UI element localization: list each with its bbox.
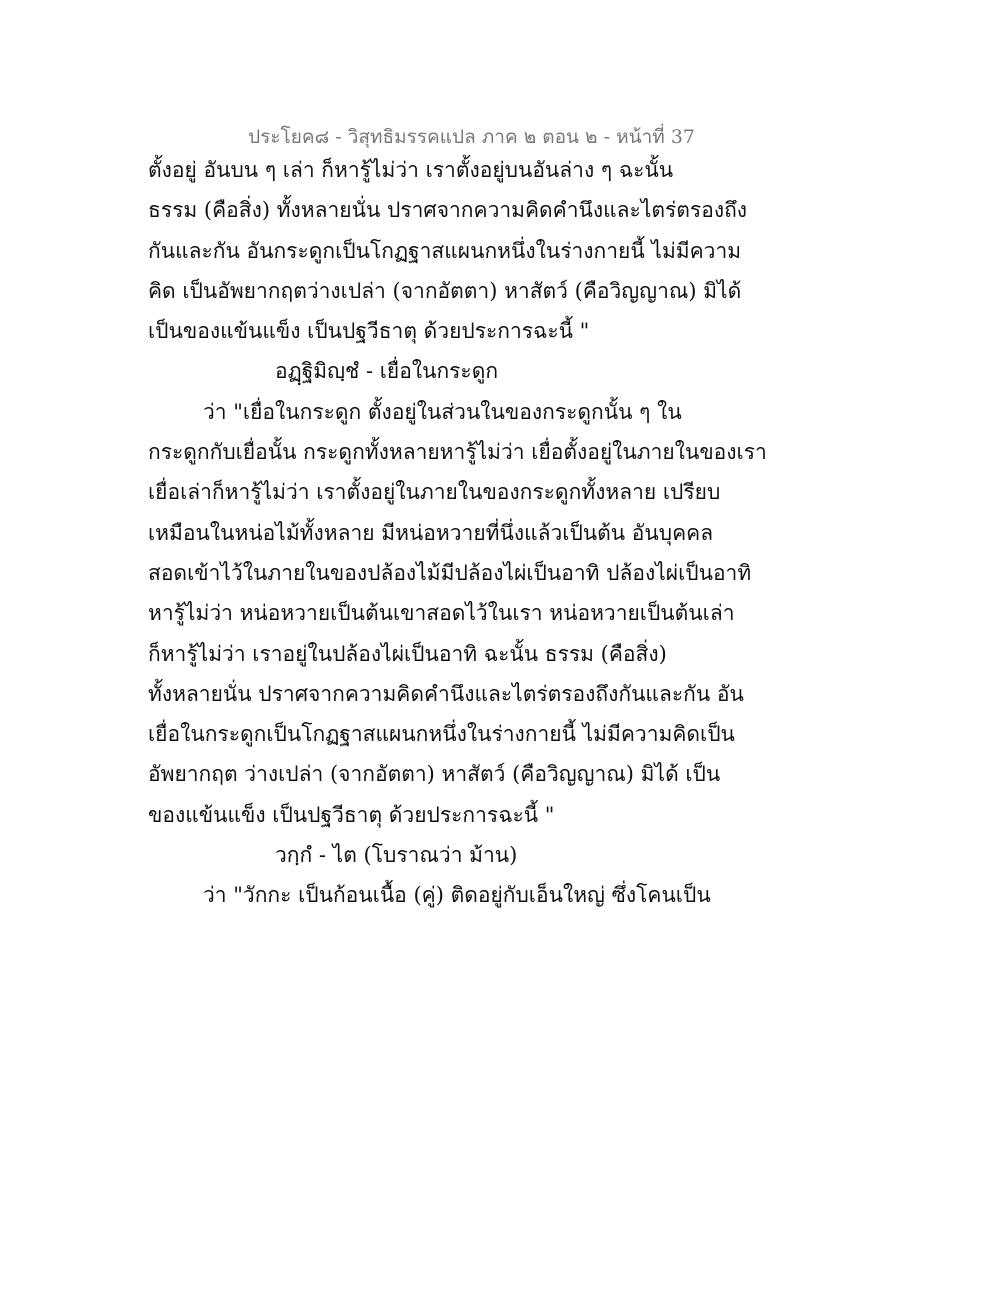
section-heading-bone-marrow: อฏฺฐิมิญฺชํ - เยื่อในกระดูก [275, 359, 499, 384]
body-text [148, 150, 767, 916]
text-line: หารู้ไม่ว่า หน่อหวายเป็นต้นเขาสอดไว้ในเรา หน่อหวายเป็นต้นเล่า [148, 601, 735, 626]
text-line: ของแข้นแข็ง เป็นปฐวีธาตุ ด้วยประการฉะนี้ " [148, 802, 555, 827]
text-line: ทั้งหลายนั่น ปราศจากความคิดคำนึงและไตร่ตรองถึงกันและกัน อัน [148, 681, 744, 706]
text-line: สอดเข้าไว้ในภายในของปล้องไม้มีปล้องไผ่เป็นอาทิ ปล้องไผ่เป็นอาทิ [148, 560, 752, 585]
section-heading-kidney: วกฺกํ - ไต (โบราณว่า ม้าน) [275, 843, 518, 868]
paragraph-start: ว่า "วักกะ เป็นก้อนเนื้อ (คู่) ติดอยู่กับเอ็นใหญ่ ซึ่งโคนเป็น [203, 883, 711, 908]
text-line: เยื่อเล่าก็หารู้ไม่ว่า เราตั้งอยู่ในภายในของกระดูกทั้งหลาย เปรียบ [148, 480, 721, 505]
text-line: คิด เป็นอัพยากฤตว่างเปล่า (จากอัตตา) หาสัตว์ (คือวิญญาณ) มิได้ [148, 278, 742, 303]
text-line: เป็นของแข้นแข็ง เป็นปฐวีธาตุ ด้วยประการฉะนี้ " [148, 319, 590, 344]
text-line: ตั้งอยู่ อันบน ๆ เล่า ก็หารู้ไม่ว่า เราตั้งอยู่บนอันล่าง ๆ ฉะนั้น [148, 158, 674, 182]
paragraph-start: ว่า "เยื่อในกระดูก ตั้งอยู่ในส่วนในของกระดูกนั้น ๆ ใน [203, 399, 682, 424]
running-header: ประโยค๘ - วิสุทธิมรรคแปล ภาค ๒ ตอน ๒ - หน้าที่ 37 [248, 126, 695, 148]
text-line: กระดูกกับเยื่อนั้น กระดูกทั้งหลายหารู้ไม่ว่า เยื่อตั้งอยู่ในภายในของเรา [148, 440, 767, 465]
text-line: เหมือนในหน่อไม้ทั้งหลาย มีหน่อหวายที่นึ่งแล้วเป็นต้น อันบุคคล [148, 520, 714, 545]
text-line: กันและกัน อันกระดูกเป็นโกฏฐาสแผนกหนึ่งในร่างกายนี้ ไม่มีความ [148, 238, 742, 263]
text-line: อัพยากฤต ว่างเปล่า (จากอัตตา) หาสัตว์ (คือวิญญาณ) มิได้ เป็น [148, 762, 721, 787]
text-line: เยื่อในกระดูกเป็นโกฏฐาสแผนกหนึ่งในร่างกายนี้ ไม่มีความคิดเป็น [148, 722, 735, 747]
text-line: ธรรม (คือสิ่ง) ทั้งหลายนั่น ปราศจากความคิดคำนึงและไตร่ตรองถึง [148, 198, 748, 223]
text-line: ก็หารู้ไม่ว่า เราอยู่ในปล้องไผ่เป็นอาทิ ฉะนั้น ธรรม (คือสิ่ง) [148, 641, 667, 666]
